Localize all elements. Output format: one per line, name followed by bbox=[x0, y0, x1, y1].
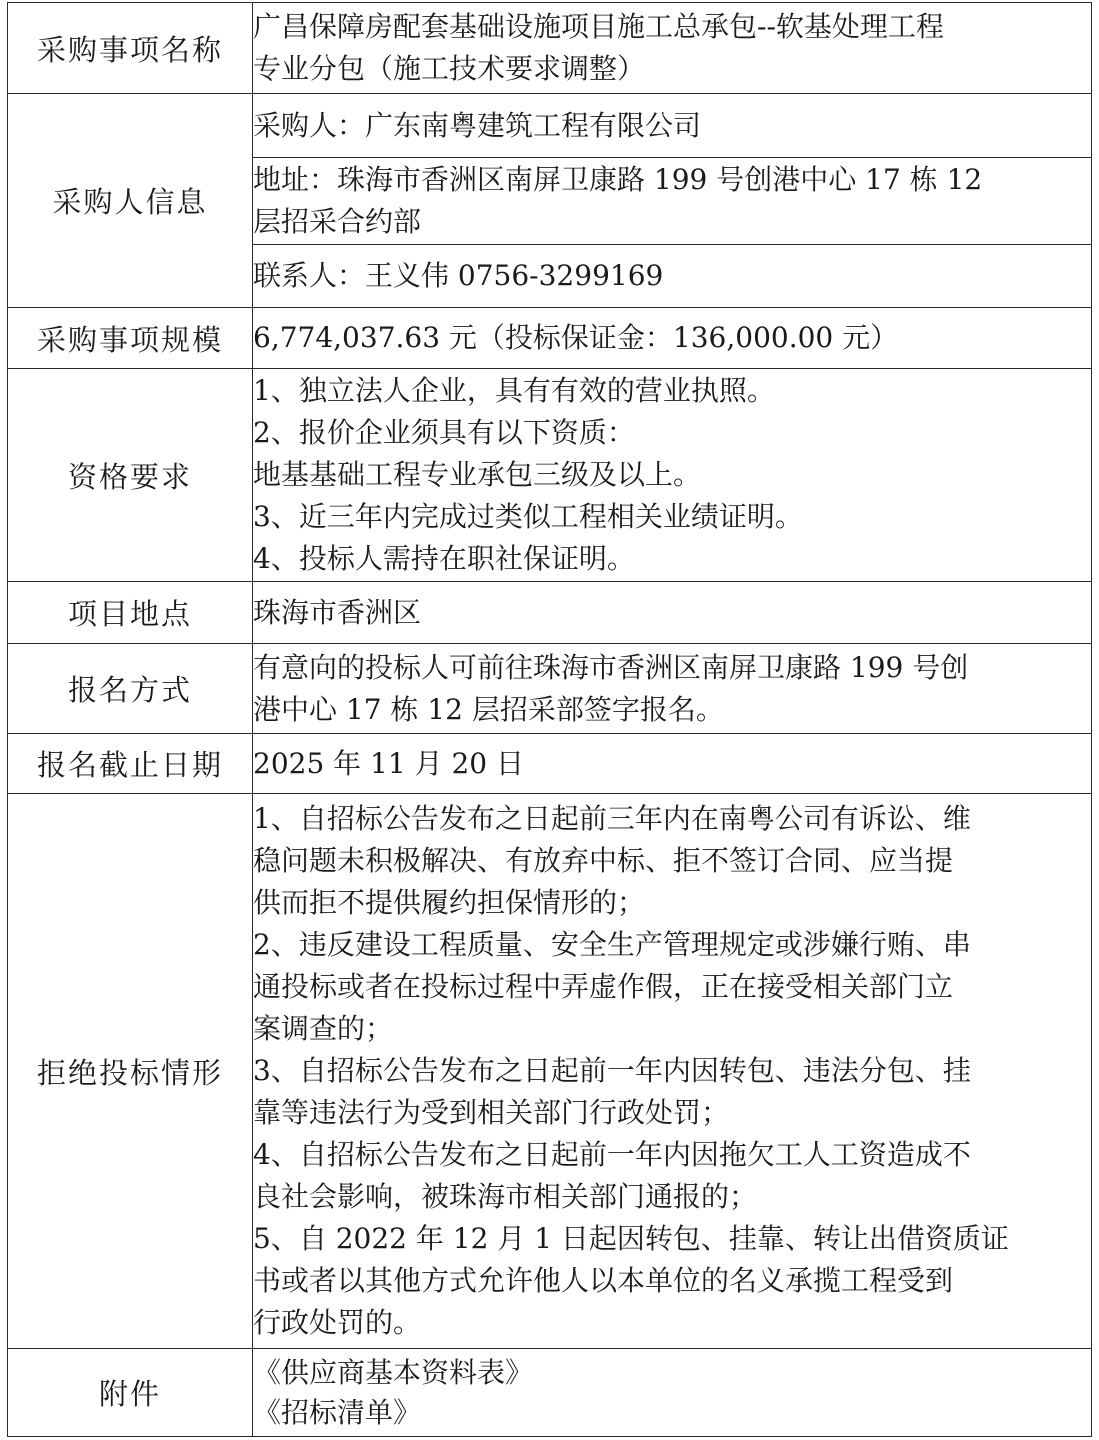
rejection-line: 良社会影响，被珠海市相关部门通报的； bbox=[253, 1180, 758, 1213]
row-location bbox=[8, 582, 1092, 644]
rejection-line: 1、自招标公告发布之日起前三年内在南粤公司有诉讼、维 bbox=[253, 802, 971, 835]
value-purchaser-address bbox=[253, 158, 1092, 245]
label-registration: 报名方式 bbox=[8, 644, 253, 734]
label-location: 项目地点 bbox=[8, 582, 253, 644]
attachment-item: 《招标清单》 bbox=[253, 1395, 422, 1429]
value-location bbox=[253, 582, 1092, 644]
project-name-line: 专业分包（施工技术要求调整） bbox=[253, 52, 646, 85]
scale-value: 6,774,037.63 元（投标保证金：136,000.00 元） bbox=[253, 321, 899, 354]
row-registration bbox=[8, 644, 1092, 734]
label-scale: 采购事项规模 bbox=[8, 308, 253, 369]
value-attachments bbox=[253, 1349, 1092, 1437]
rejection-line: 供而拒不提供履约担保情形的； bbox=[253, 886, 646, 919]
value-deadline bbox=[253, 734, 1092, 794]
rejection-line: 3、自招标公告发布之日起前一年内因转包、违法分包、挂 bbox=[253, 1054, 971, 1087]
purchaser-contact: 联系人：王义伟 0756-3299169 bbox=[253, 259, 664, 292]
qualification-item: 2、报价企业须具有以下资质： bbox=[253, 416, 635, 449]
rejection-line: 5、自 2022 年 12 月 1 日起因转包、挂靠、转让出借资质证 bbox=[253, 1222, 1009, 1255]
rejection-line: 靠等违法行为受到相关部门行政处罚； bbox=[253, 1096, 730, 1129]
label-attachments: 附件 bbox=[8, 1349, 253, 1437]
rejection-line: 2、违反建设工程质量、安全生产管理规定或涉嫌行贿、串 bbox=[253, 928, 971, 961]
rejection-line: 书或者以其他方式允许他人以本单位的名义承揽工程受到 bbox=[253, 1264, 954, 1297]
row-project-name bbox=[8, 3, 1092, 94]
value-purchaser-name bbox=[253, 94, 1092, 158]
qualification-item: 地基基础工程专业承包三级及以上。 bbox=[253, 458, 702, 491]
rejection-line: 案调查的； bbox=[253, 1012, 394, 1045]
row-scale bbox=[8, 308, 1092, 369]
procurement-info-table bbox=[7, 2, 1092, 1437]
label-purchaser-info: 采购人信息 bbox=[8, 94, 253, 308]
attachment-item: 《供应商基本资料表》 bbox=[253, 1355, 534, 1389]
value-purchaser-contact bbox=[253, 245, 1092, 308]
row-deadline bbox=[8, 734, 1092, 794]
location-value: 珠海市香洲区 bbox=[253, 595, 422, 629]
row-purchaser-name bbox=[8, 94, 1092, 158]
purchaser-address-line: 地址：珠海市香洲区南屏卫康路 199 号创港中心 17 栋 12 bbox=[253, 163, 983, 196]
registration-line: 港中心 17 栋 12 层招采部签字报名。 bbox=[253, 692, 724, 726]
label-deadline: 报名截止日期 bbox=[8, 734, 253, 794]
value-registration bbox=[253, 644, 1092, 734]
qualification-item: 1、独立法人企业，具有有效的营业执照。 bbox=[253, 374, 775, 407]
row-rejection bbox=[8, 794, 1092, 1349]
qualification-item: 4、投标人需持在职社保证明。 bbox=[253, 542, 635, 575]
label-rejection: 拒绝投标情形 bbox=[8, 794, 253, 1349]
rejection-line: 通投标或者在投标过程中弄虚作假，正在接受相关部门立 bbox=[253, 970, 954, 1003]
value-project-name bbox=[253, 3, 1092, 94]
rejection-line: 稳问题未积极解决、有放弃中标、拒不签订合同、应当提 bbox=[253, 844, 954, 877]
value-rejection bbox=[253, 794, 1092, 1349]
qualification-item: 3、近三年内完成过类似工程相关业绩证明。 bbox=[253, 500, 803, 533]
value-scale bbox=[253, 308, 1092, 369]
value-qualification bbox=[253, 369, 1092, 582]
deadline-value: 2025 年 11 月 20 日 bbox=[253, 746, 525, 780]
project-name-line: 广昌保障房配套基础设施项目施工总承包--软基处理工程 bbox=[253, 10, 944, 43]
row-attachments bbox=[8, 1349, 1092, 1437]
purchaser-name: 采购人：广东南粤建筑工程有限公司 bbox=[253, 108, 702, 142]
purchaser-address-line: 层招采合约部 bbox=[253, 205, 422, 238]
label-qualification: 资格要求 bbox=[8, 369, 253, 582]
row-qualification bbox=[8, 369, 1092, 582]
rejection-line: 行政处罚的。 bbox=[253, 1306, 422, 1339]
registration-line: 有意向的投标人可前往珠海市香洲区南屏卫康路 199 号创 bbox=[253, 650, 969, 684]
label-project-name: 采购事项名称 bbox=[8, 3, 253, 94]
rejection-line: 4、自招标公告发布之日起前一年内因拖欠工人工资造成不 bbox=[253, 1138, 971, 1171]
